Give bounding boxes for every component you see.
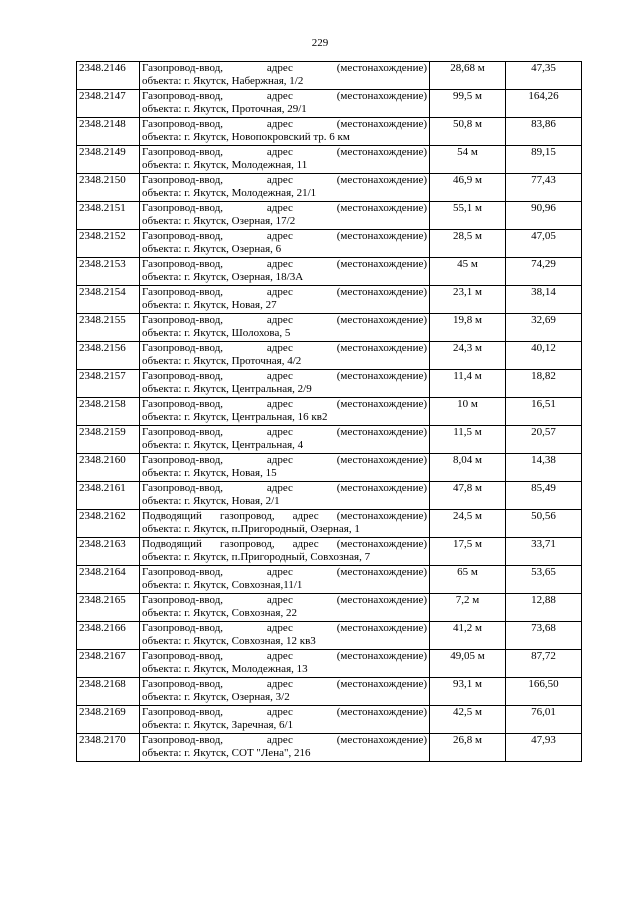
row-code: 2348.2155 bbox=[77, 314, 140, 342]
row-length: 99,5 м bbox=[430, 90, 506, 118]
description-line-2: объекта: г. Якутск, Озерная, 3/2 bbox=[142, 690, 290, 703]
row-description bbox=[140, 398, 430, 426]
row-length: 10 м bbox=[430, 398, 506, 426]
row-description bbox=[140, 678, 430, 706]
row-description bbox=[140, 538, 430, 566]
row-value: 74,29 bbox=[506, 258, 582, 286]
row-length: 47,8 м bbox=[430, 482, 506, 510]
row-value: 40,12 bbox=[506, 342, 582, 370]
row-description bbox=[140, 90, 430, 118]
description-line-1: Газопровод-ввод, адрес (местонахождение) bbox=[142, 90, 427, 102]
description-line-1: Газопровод-ввод, адрес (местонахождение) bbox=[142, 342, 427, 354]
row-length: 41,2 м bbox=[430, 622, 506, 650]
row-length: 26,8 м bbox=[430, 734, 506, 762]
row-value: 53,65 bbox=[506, 566, 582, 594]
row-value: 33,71 bbox=[506, 538, 582, 566]
description-line-2: объекта: г. Якутск, Молодежная, 21/1 bbox=[142, 186, 317, 199]
row-value: 50,56 bbox=[506, 510, 582, 538]
description-line-1: Газопровод-ввод, адрес (местонахождение) bbox=[142, 622, 427, 634]
description-line-1: Газопровод-ввод, адрес (местонахождение) bbox=[142, 258, 427, 270]
description-line-1: Газопровод-ввод, адрес (местонахождение) bbox=[142, 706, 427, 718]
row-value: 32,69 bbox=[506, 314, 582, 342]
row-value: 164,26 bbox=[506, 90, 582, 118]
row-description bbox=[140, 286, 430, 314]
row-code: 2348.2151 bbox=[77, 202, 140, 230]
table-row bbox=[77, 370, 582, 398]
table-row bbox=[77, 230, 582, 258]
table-row bbox=[77, 650, 582, 678]
row-length: 24,3 м bbox=[430, 342, 506, 370]
row-length: 49,05 м bbox=[430, 650, 506, 678]
description-line-1: Газопровод-ввод, адрес (местонахождение) bbox=[142, 566, 427, 578]
row-length: 17,5 м bbox=[430, 538, 506, 566]
row-code: 2348.2164 bbox=[77, 566, 140, 594]
description-line-2: объекта: г. Якутск, п.Пригородный, Совхозная, 7 bbox=[142, 550, 371, 563]
row-code: 2348.2169 bbox=[77, 706, 140, 734]
row-code: 2348.2153 bbox=[77, 258, 140, 286]
row-length: 46,9 м bbox=[430, 174, 506, 202]
table-row bbox=[77, 398, 582, 426]
objects-table bbox=[76, 61, 582, 762]
row-description bbox=[140, 370, 430, 398]
description-line-1: Газопровод-ввод, адрес (местонахождение) bbox=[142, 398, 427, 410]
row-code: 2348.2157 bbox=[77, 370, 140, 398]
row-description bbox=[140, 622, 430, 650]
row-code: 2348.2147 bbox=[77, 90, 140, 118]
description-line-2: объекта: г. Якутск, Новая, 27 bbox=[142, 298, 277, 311]
description-line-2: объекта: г. Якутск, Молодежная, 11 bbox=[142, 158, 308, 171]
description-line-2: объекта: г. Якутск, Проточная, 29/1 bbox=[142, 102, 307, 115]
description-line-1: Газопровод-ввод, адрес (местонахождение) bbox=[142, 202, 427, 214]
row-value: 87,72 bbox=[506, 650, 582, 678]
row-length: 93,1 м bbox=[430, 678, 506, 706]
row-length: 24,5 м bbox=[430, 510, 506, 538]
row-description bbox=[140, 202, 430, 230]
table-row bbox=[77, 174, 582, 202]
description-line-2: объекта: г. Якутск, Проточная, 4/2 bbox=[142, 354, 302, 367]
page-number: 229 bbox=[311, 37, 329, 49]
row-value: 18,82 bbox=[506, 370, 582, 398]
description-line-2: объекта: г. Якутск, Набержная, 1/2 bbox=[142, 74, 304, 87]
table-row bbox=[77, 510, 582, 538]
row-value: 73,68 bbox=[506, 622, 582, 650]
table-row bbox=[77, 454, 582, 482]
row-description bbox=[140, 174, 430, 202]
description-line-2: объекта: г. Якутск, Озерная, 6 bbox=[142, 242, 282, 255]
row-description bbox=[140, 426, 430, 454]
row-description bbox=[140, 566, 430, 594]
description-line-1: Газопровод-ввод, адрес (местонахождение) bbox=[142, 62, 427, 74]
description-line-2: объекта: г. Якутск, Центральная, 4 bbox=[142, 438, 304, 451]
row-value: 14,38 bbox=[506, 454, 582, 482]
row-description bbox=[140, 62, 430, 90]
row-length: 11,4 м bbox=[430, 370, 506, 398]
row-value: 47,93 bbox=[506, 734, 582, 762]
row-length: 42,5 м bbox=[430, 706, 506, 734]
row-code: 2348.2166 bbox=[77, 622, 140, 650]
row-description bbox=[140, 482, 430, 510]
row-length: 23,1 м bbox=[430, 286, 506, 314]
row-value: 76,01 bbox=[506, 706, 582, 734]
table-row bbox=[77, 202, 582, 230]
description-line-1: Газопровод-ввод, адрес (местонахождение) bbox=[142, 230, 427, 242]
row-value: 16,51 bbox=[506, 398, 582, 426]
row-length: 8,04 м bbox=[430, 454, 506, 482]
row-length: 50,8 м bbox=[430, 118, 506, 146]
description-line-1: Газопровод-ввод, адрес (местонахождение) bbox=[142, 594, 427, 606]
row-code: 2348.2160 bbox=[77, 454, 140, 482]
description-line-1: Газопровод-ввод, адрес (местонахождение) bbox=[142, 370, 427, 382]
row-value: 77,43 bbox=[506, 174, 582, 202]
description-line-2: объекта: г. Якутск, СОТ "Лена", 216 bbox=[142, 746, 311, 759]
row-length: 45 м bbox=[430, 258, 506, 286]
description-line-1: Подводящий газопровод, адрес (местонахождение) bbox=[142, 538, 427, 550]
row-value: 47,35 bbox=[506, 62, 582, 90]
description-line-1: Газопровод-ввод, адрес (местонахождение) bbox=[142, 174, 427, 186]
description-line-2: объекта: г. Якутск, п.Пригородный, Озерная, 1 bbox=[142, 522, 360, 535]
row-description bbox=[140, 454, 430, 482]
row-value: 166,50 bbox=[506, 678, 582, 706]
row-code: 2348.2152 bbox=[77, 230, 140, 258]
table-row bbox=[77, 258, 582, 286]
row-code: 2348.2149 bbox=[77, 146, 140, 174]
table-row bbox=[77, 538, 582, 566]
description-line-1: Газопровод-ввод, адрес (местонахождение) bbox=[142, 650, 427, 662]
row-code: 2348.2154 bbox=[77, 286, 140, 314]
description-line-2: объекта: г. Якутск, Новая, 2/1 bbox=[142, 494, 280, 507]
row-value: 90,96 bbox=[506, 202, 582, 230]
row-code: 2348.2167 bbox=[77, 650, 140, 678]
row-code: 2348.2162 bbox=[77, 510, 140, 538]
description-line-2: объекта: г. Якутск, Шолохова, 5 bbox=[142, 326, 291, 339]
table-row bbox=[77, 566, 582, 594]
row-code: 2348.2146 bbox=[77, 62, 140, 90]
row-length: 11,5 м bbox=[430, 426, 506, 454]
table-row bbox=[77, 286, 582, 314]
table-row bbox=[77, 90, 582, 118]
table-body bbox=[77, 62, 582, 762]
table-row bbox=[77, 594, 582, 622]
description-line-1: Газопровод-ввод, адрес (местонахождение) bbox=[142, 454, 427, 466]
description-line-1: Газопровод-ввод, адрес (местонахождение) bbox=[142, 426, 427, 438]
row-length: 28,68 м bbox=[430, 62, 506, 90]
row-code: 2348.2150 bbox=[77, 174, 140, 202]
row-code: 2348.2148 bbox=[77, 118, 140, 146]
description-line-1: Газопровод-ввод, адрес (местонахождение) bbox=[142, 678, 427, 690]
row-description bbox=[140, 734, 430, 762]
table-row bbox=[77, 118, 582, 146]
row-length: 55,1 м bbox=[430, 202, 506, 230]
row-description bbox=[140, 650, 430, 678]
row-description bbox=[140, 258, 430, 286]
row-length: 7,2 м bbox=[430, 594, 506, 622]
table-row bbox=[77, 706, 582, 734]
row-value: 85,49 bbox=[506, 482, 582, 510]
description-line-2: объекта: г. Якутск, Совхозная, 12 кв3 bbox=[142, 634, 316, 647]
row-length: 65 м bbox=[430, 566, 506, 594]
row-description bbox=[140, 510, 430, 538]
row-code: 2348.2158 bbox=[77, 398, 140, 426]
table-row bbox=[77, 146, 582, 174]
row-code: 2348.2163 bbox=[77, 538, 140, 566]
row-value: 20,57 bbox=[506, 426, 582, 454]
description-line-1: Газопровод-ввод, адрес (местонахождение) bbox=[142, 734, 427, 746]
description-line-2: объекта: г. Якутск, Озерная, 17/2 bbox=[142, 214, 296, 227]
description-line-2: объекта: г. Якутск, Озерная, 18/3А bbox=[142, 270, 304, 283]
table-row bbox=[77, 622, 582, 650]
row-description bbox=[140, 594, 430, 622]
row-code: 2348.2165 bbox=[77, 594, 140, 622]
description-line-2: объекта: г. Якутск, Центральная, 2/9 bbox=[142, 382, 312, 395]
row-description bbox=[140, 314, 430, 342]
table-row bbox=[77, 734, 582, 762]
description-line-1: Газопровод-ввод, адрес (местонахождение) bbox=[142, 286, 427, 298]
table-row bbox=[77, 314, 582, 342]
description-line-1: Газопровод-ввод, адрес (местонахождение) bbox=[142, 118, 427, 130]
row-code: 2348.2168 bbox=[77, 678, 140, 706]
description-line-2: объекта: г. Якутск, Новопокровский тр. 6 км bbox=[142, 130, 350, 143]
row-length: 54 м bbox=[430, 146, 506, 174]
description-line-2: объекта: г. Якутск, Совхозная,11/1 bbox=[142, 578, 303, 591]
row-value: 89,15 bbox=[506, 146, 582, 174]
row-description bbox=[140, 118, 430, 146]
description-line-1: Газопровод-ввод, адрес (местонахождение) bbox=[142, 482, 427, 494]
row-code: 2348.2156 bbox=[77, 342, 140, 370]
row-description bbox=[140, 342, 430, 370]
row-code: 2348.2170 bbox=[77, 734, 140, 762]
description-line-2: объекта: г. Якутск, Центральная, 16 кв2 bbox=[142, 410, 328, 423]
row-value: 38,14 bbox=[506, 286, 582, 314]
description-line-1: Газопровод-ввод, адрес (местонахождение) bbox=[142, 314, 427, 326]
row-length: 28,5 м bbox=[430, 230, 506, 258]
row-code: 2348.2159 bbox=[77, 426, 140, 454]
description-line-2: объекта: г. Якутск, Совхозная, 22 bbox=[142, 606, 297, 619]
row-length: 19,8 м bbox=[430, 314, 506, 342]
row-description bbox=[140, 706, 430, 734]
description-line-2: объекта: г. Якутск, Новая, 15 bbox=[142, 466, 277, 479]
table-row bbox=[77, 678, 582, 706]
description-line-1: Газопровод-ввод, адрес (местонахождение) bbox=[142, 146, 427, 158]
table-row bbox=[77, 62, 582, 90]
table-row bbox=[77, 342, 582, 370]
description-line-2: объекта: г. Якутск, Молодежная, 13 bbox=[142, 662, 308, 675]
table-row bbox=[77, 426, 582, 454]
table-row bbox=[77, 482, 582, 510]
row-value: 47,05 bbox=[506, 230, 582, 258]
row-description bbox=[140, 230, 430, 258]
row-value: 83,86 bbox=[506, 118, 582, 146]
description-line-2: объекта: г. Якутск, Заречная, 6/1 bbox=[142, 718, 294, 731]
description-line-1: Подводящий газопровод, адрес (местонахождение) bbox=[142, 510, 427, 522]
row-code: 2348.2161 bbox=[77, 482, 140, 510]
row-value: 12,88 bbox=[506, 594, 582, 622]
row-description bbox=[140, 146, 430, 174]
